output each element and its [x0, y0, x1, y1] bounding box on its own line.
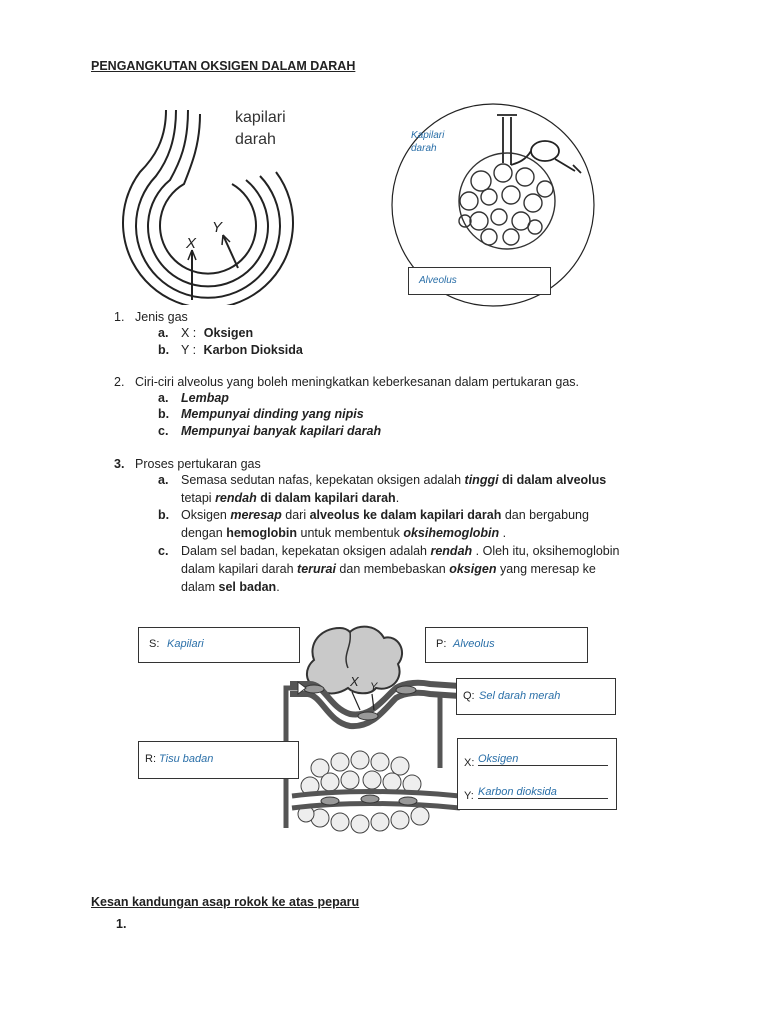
y-label: Y [212, 219, 223, 236]
q3-b-l1-text: Oksigen [181, 508, 231, 522]
q3-c-line3 [181, 580, 280, 594]
q3-c-l2-text: dalam kapilari darah [181, 562, 298, 576]
y-letter: Y: [464, 790, 474, 802]
q1-number: 1. [114, 310, 125, 324]
q3-c-l2-emph: terurai [297, 562, 336, 576]
q3-text: Proses pertukaran gas [135, 457, 261, 471]
kapilari-darah-label-1: Kapilari [411, 130, 445, 141]
q2-a-text: Lembap [181, 391, 229, 405]
q2-b-text: Mempunyai dinding yang nipis [181, 407, 364, 421]
q3-c-l2-end: yang meresap ke [496, 562, 596, 576]
q2-number: 2. [114, 375, 125, 389]
q3-b-l2-text: dengan [181, 526, 227, 540]
q3-b-l1-end: dan bergabung [501, 508, 589, 522]
p-label-box [425, 627, 588, 663]
q3-c-l3-text: dalam [181, 580, 219, 594]
q3-c-l2-text2: dan membebaskan [335, 562, 450, 576]
alveolus-label: Alveolus [419, 275, 457, 286]
q3-a-l1-bold: di dalam alveolus [498, 473, 607, 487]
darah-label: darah [235, 131, 276, 148]
q3-b-l2-emph: oksihemoglobin [403, 526, 500, 540]
q1-b-answer: Karbon Dioksida [203, 343, 303, 357]
y-name: Karbon dioksida [478, 786, 608, 799]
q3-a-marker: a. [158, 473, 169, 487]
fig3-x-label: X [350, 674, 359, 689]
q3-a-l2-end: . [395, 491, 400, 505]
q3-b-l1-emph: meresap [230, 508, 282, 522]
section2-item1: 1. [116, 917, 127, 931]
q2-c-marker: c. [158, 424, 169, 438]
q3-c-l3-bold: sel badan [218, 580, 277, 594]
p-letter: P: [436, 638, 447, 650]
q3-c-line2 [181, 562, 596, 576]
alveolus-label-box [408, 267, 551, 295]
q3-c-l2-emph2: oksigen [449, 562, 497, 576]
q-name: Sel darah merah [479, 690, 561, 702]
q-letter: Q: [463, 690, 475, 702]
s-letter: S: [149, 638, 160, 650]
q1-a-marker: a. [158, 326, 169, 340]
q1-b-marker: b. [158, 343, 170, 357]
q3-b-l1-bold: alveolus ke dalam kapilari darah [309, 508, 502, 522]
p-name: Alveolus [453, 638, 495, 650]
q1-a-line [181, 326, 253, 340]
section2-title: Kesan kandungan asap rokok ke atas peparu [91, 895, 360, 909]
q3-c-l1-emph: rendah [430, 544, 473, 558]
page-title: PENGANGKUTAN OKSIGEN DALAM DARAH [91, 59, 356, 73]
q-label-box [456, 678, 616, 715]
q3-b-l1-text2: dari [281, 508, 310, 522]
q2-c-text: Mempunyai banyak kapilari darah [181, 424, 382, 438]
q2-text: Ciri-ciri alveolus yang boleh meningkatkan keberkesanan dalam pertukaran gas. [135, 375, 579, 389]
kapilari-darah-label-2: darah [411, 143, 437, 154]
q3-a-l1-text: Semasa sedutan nafas, kepekatan oksigen adalah [181, 473, 465, 487]
s-label-box [138, 627, 300, 663]
r-label-box [138, 741, 299, 779]
q1-a-answer: Oksigen [203, 326, 254, 340]
r-letter: R: [145, 753, 156, 765]
q3-b-line1 [181, 508, 589, 522]
x-label: X [186, 235, 197, 252]
q3-b-line2 [181, 526, 506, 540]
q1-text: Jenis gas [135, 310, 188, 324]
q1-b-line [181, 343, 303, 357]
q3-c-l1-text: Dalam sel badan, kepekatan oksigen adalah [181, 544, 431, 558]
kapilari-label: kapilari [235, 109, 286, 126]
q3-b-marker: b. [158, 508, 170, 522]
q3-number: 3. [114, 457, 125, 471]
q3-a-l2-emph: rendah [215, 491, 257, 505]
q3-a-l1-emph: tinggi [464, 473, 499, 487]
q3-a-line2 [181, 491, 399, 505]
x-name: Oksigen [478, 753, 608, 766]
fig3-y-label: Y [370, 681, 378, 693]
q2-b-marker: b. [158, 407, 170, 421]
q3-a-l2-bold: di dalam kapilari darah [256, 491, 396, 505]
q1-a-prefix: X : [181, 326, 197, 340]
q1-b-prefix: Y : [181, 343, 197, 357]
r-name: Tisu badan [159, 753, 214, 765]
s-name: Kapilari [167, 638, 204, 650]
q3-b-l2-end: . [499, 526, 507, 540]
capillary-alveolus-diagram [108, 100, 318, 305]
q3-a-l2-text: tetapi [181, 491, 216, 505]
q3-c-line1 [181, 544, 619, 558]
x-letter: X: [464, 757, 475, 769]
q3-c-l1-end: . Oleh itu, oksihemoglobin [472, 544, 620, 558]
xy-label-box [457, 738, 617, 810]
q3-c-l3-end: . [276, 580, 280, 594]
q2-a-marker: a. [158, 391, 169, 405]
q3-a-line1 [181, 473, 606, 487]
q3-c-marker: c. [158, 544, 169, 558]
q3-b-l2-bold: hemoglobin [226, 526, 298, 540]
q3-b-l2-text2: untuk membentuk [297, 526, 404, 540]
